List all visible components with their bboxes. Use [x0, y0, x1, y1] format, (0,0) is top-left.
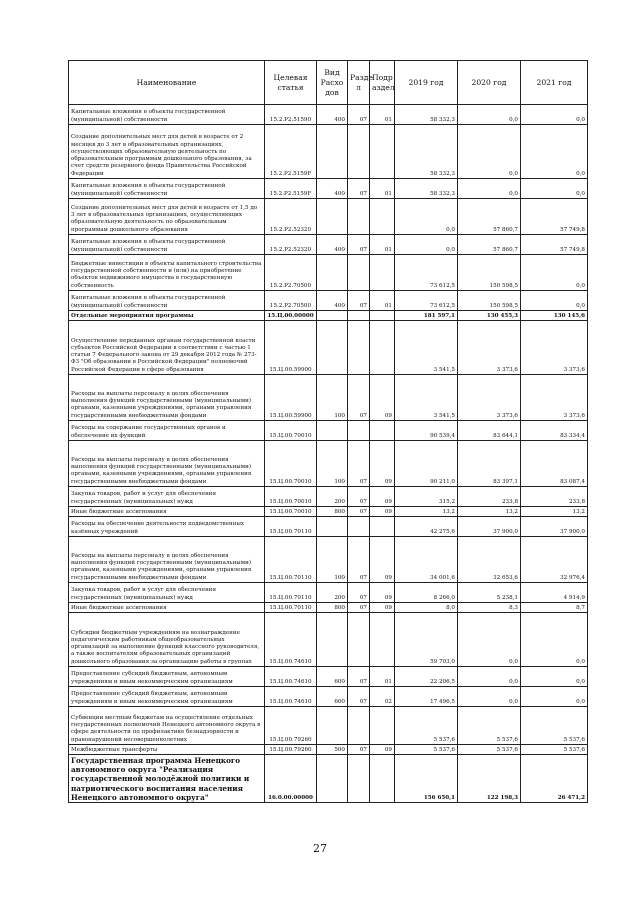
row-value-2020: 150 598,5 [458, 291, 521, 311]
table-row [69, 199, 588, 235]
row-value-2020: 37 900,0 [458, 517, 521, 537]
row-name: Осуществление переданных органам государственной власти субъектов Российской Федерации в соответствии с частью 1 статьи 7 Федерального закона от 29 декабря 2012 года № 273-ФЗ "Об образовании в Российской Федерации" полномочий Российской Федерации в сфере образования [69, 321, 265, 375]
row-value-2021: 0,0 [521, 179, 588, 199]
row-target-code: 15.Ц.00.79260 [265, 707, 317, 745]
row-target-code: 15.Ц.00.70110 [265, 537, 317, 583]
row-value-2019: 13,2 [395, 507, 458, 517]
row-podrazdel [370, 755, 395, 803]
row-value-2020: 122 198,3 [458, 755, 521, 803]
table-row [69, 179, 588, 199]
row-razdel: 07 [348, 291, 370, 311]
row-vid: 400 [317, 105, 348, 125]
row-podrazdel: 09 [370, 583, 395, 603]
row-vid: 400 [317, 235, 348, 255]
row-value-2020: 130 455,3 [458, 311, 521, 321]
table-row [69, 235, 588, 255]
row-target-code: 15.Ц.00.74610 [265, 687, 317, 707]
row-value-2019: 8,0 [395, 603, 458, 613]
row-value-2020: 83 397,1 [458, 441, 521, 487]
row-target-code: 15.Ц.00.59900 [265, 321, 317, 375]
row-value-2019: 5 537,6 [395, 745, 458, 755]
row-value-2021: 4 914,9 [521, 583, 588, 603]
row-podrazdel [370, 613, 395, 667]
row-value-2020: 3 373,6 [458, 375, 521, 421]
row-name: Закупка товаров, работ и услуг для обеспечения государственных (муниципальных) нужд [69, 487, 265, 507]
row-value-2020: 0,0 [458, 125, 521, 179]
row-target-code: 15.2.P2.70500 [265, 291, 317, 311]
row-name: Субсидии бюджетным учреждениям на вознаграждение педагогическим работникам общеобразовательных организаций за выполнение функций классного руководителя, а также воспитателям образовательных организаций дошкольного образования за организацию работы в группах [69, 613, 265, 667]
row-name: Капитальные вложения в объекты государственной (муниципальной) собственности [69, 105, 265, 125]
row-vid: 100 [317, 375, 348, 421]
row-podrazdel [370, 125, 395, 179]
row-podrazdel: 09 [370, 603, 395, 613]
row-vid: 800 [317, 507, 348, 517]
table-row [69, 687, 588, 707]
row-razdel [348, 311, 370, 321]
row-razdel: 07 [348, 441, 370, 487]
header-2020: 2020 год [458, 61, 521, 105]
row-name: Бюджетные инвестиции в объекты капитального строительства государственной собственности и (или) на приобретение объектов недвижимого имущества в государственную собственность [69, 255, 265, 291]
row-target-code: 15.2.P2.5159F [265, 125, 317, 179]
row-value-2021: 0,0 [521, 687, 588, 707]
row-value-2020: 5 238,1 [458, 583, 521, 603]
row-name: Расходы на выплаты персоналу в целях обеспечения выполнения функций государственными (муниципальными) органами, казенными учреждениями, органами управления государственными внебюджетными фондами [69, 375, 265, 421]
row-value-2021: 0,0 [521, 105, 588, 125]
row-razdel [348, 125, 370, 179]
row-razdel: 07 [348, 583, 370, 603]
row-target-code: 15.Ц.00.70110 [265, 583, 317, 603]
row-value-2019: 59 703,0 [395, 613, 458, 667]
row-value-2019: 315,2 [395, 487, 458, 507]
table-row [69, 517, 588, 537]
row-target-code: 15.2.P2.52320 [265, 199, 317, 235]
row-vid [317, 421, 348, 441]
row-target-code: 16.0.00.00000 [265, 755, 317, 803]
row-razdel: 07 [348, 235, 370, 255]
row-value-2020: 0,0 [458, 613, 521, 667]
row-value-2020: 0,0 [458, 667, 521, 687]
row-podrazdel: 01 [370, 291, 395, 311]
table-row [69, 745, 588, 755]
row-razdel: 07 [348, 507, 370, 517]
row-value-2019: 58 332,3 [395, 105, 458, 125]
row-name: Закупка товаров, работ и услуг для обеспечения государственных (муниципальных) нужд [69, 583, 265, 603]
row-vid [317, 707, 348, 745]
row-value-2019: 8 266,0 [395, 583, 458, 603]
row-target-code: 15.Ц.00.70010 [265, 441, 317, 487]
row-razdel: 07 [348, 603, 370, 613]
row-target-code: 15.Ц.00.70110 [265, 517, 317, 537]
row-razdel: 07 [348, 537, 370, 583]
row-value-2021: 57 749,8 [521, 199, 588, 235]
table-row [69, 755, 588, 803]
row-value-2020: 0,0 [458, 105, 521, 125]
row-value-2020: 32 653,6 [458, 537, 521, 583]
row-podrazdel: 09 [370, 441, 395, 487]
row-value-2019: 42 275,6 [395, 517, 458, 537]
row-podrazdel: 09 [370, 487, 395, 507]
row-razdel: 07 [348, 179, 370, 199]
row-razdel: 07 [348, 105, 370, 125]
row-name: Капитальные вложения в объекты государственной (муниципальной) собственности [69, 235, 265, 255]
row-value-2019: 17 496,5 [395, 687, 458, 707]
table-row [69, 105, 588, 125]
table-row [69, 291, 588, 311]
row-razdel: 07 [348, 667, 370, 687]
row-value-2021: 83 087,4 [521, 441, 588, 487]
row-razdel [348, 517, 370, 537]
table-row [69, 311, 588, 321]
row-razdel [348, 255, 370, 291]
table-row [69, 321, 588, 375]
row-value-2020: 3 373,6 [458, 321, 521, 375]
row-value-2021: 57 749,8 [521, 235, 588, 255]
row-podrazdel [370, 707, 395, 745]
row-vid [317, 255, 348, 291]
row-value-2019: 58 332,3 [395, 179, 458, 199]
row-razdel [348, 707, 370, 745]
row-name: Отдельные мероприятия программы [69, 311, 265, 321]
row-name: Расходы на содержание государственных органов и обеспечение их функций [69, 421, 265, 441]
header-podrazdel: Подр аздел [370, 61, 395, 105]
row-value-2020: 83 644,1 [458, 421, 521, 441]
row-name: Расходы на выплаты персоналу в целях обеспечения выполнения функций государственными (муниципальными) органами, казенными учреждениями, органами управления государственными внебюджетными фондами [69, 537, 265, 583]
row-razdel: 07 [348, 375, 370, 421]
row-value-2021: 233,8 [521, 487, 588, 507]
row-podrazdel [370, 255, 395, 291]
row-vid: 800 [317, 603, 348, 613]
header-2019: 2019 год [395, 61, 458, 105]
row-value-2021: 0,0 [521, 613, 588, 667]
row-value-2019: 22 206,5 [395, 667, 458, 687]
row-name: Предоставление субсидий бюджетным, автономным учреждениям и иным некоммерческим организациям [69, 667, 265, 687]
row-podrazdel [370, 517, 395, 537]
row-podrazdel [370, 199, 395, 235]
row-value-2021: 83 334,4 [521, 421, 588, 441]
row-value-2019: 90 211,0 [395, 441, 458, 487]
row-value-2021: 32 976,4 [521, 537, 588, 583]
row-target-code: 15.Ц.00.59900 [265, 375, 317, 421]
row-name: Расходы на обеспечение деятельности подведомственных казённых учреждений [69, 517, 265, 537]
table-row [69, 487, 588, 507]
row-value-2021: 0,0 [521, 255, 588, 291]
row-value-2019: 181 597,1 [395, 311, 458, 321]
row-value-2020: 150 598,5 [458, 255, 521, 291]
row-name: Иные бюджетные ассигнования [69, 603, 265, 613]
row-vid [317, 517, 348, 537]
row-value-2019: 73 612,5 [395, 291, 458, 311]
row-value-2021: 5 537,6 [521, 707, 588, 745]
row-target-code: 15.2.P2.5159F [265, 179, 317, 199]
row-vid: 600 [317, 667, 348, 687]
row-value-2021: 8,7 [521, 603, 588, 613]
table-row [69, 507, 588, 517]
row-podrazdel [370, 311, 395, 321]
row-razdel [348, 613, 370, 667]
row-vid [317, 613, 348, 667]
row-target-code: 15.Ц.00.79260 [265, 745, 317, 755]
row-vid [317, 311, 348, 321]
row-vid: 600 [317, 687, 348, 707]
row-name: Создание дополнительных мест для детей в возрасте от 1,5 до 3 лет в образовательных организациях, осуществляющих образовательную деятельность по образовательным программам дошкольного образования [69, 199, 265, 235]
row-value-2019: 0,0 [395, 235, 458, 255]
budget-table [68, 60, 588, 803]
row-podrazdel: 01 [370, 235, 395, 255]
table-row [69, 583, 588, 603]
row-podrazdel [370, 421, 395, 441]
row-vid: 400 [317, 291, 348, 311]
page-number: 27 [313, 842, 327, 855]
row-target-code: 15.Ц.00.70110 [265, 603, 317, 613]
row-vid: 100 [317, 441, 348, 487]
row-value-2021: 3 373,6 [521, 375, 588, 421]
row-value-2019: 73 612,5 [395, 255, 458, 291]
row-vid: 400 [317, 179, 348, 199]
row-podrazdel: 01 [370, 105, 395, 125]
row-value-2020: 233,8 [458, 487, 521, 507]
row-razdel: 07 [348, 487, 370, 507]
row-value-2021: 0,0 [521, 125, 588, 179]
table-row [69, 125, 588, 179]
row-value-2021: 26 471,2 [521, 755, 588, 803]
row-value-2019: 90 539,4 [395, 421, 458, 441]
row-name: Расходы на выплаты персоналу в целях обеспечения выполнения функций государственными (муниципальными) органами, казенными учреждениями, органами управления государственными внебюджетными фондами [69, 441, 265, 487]
row-target-code: 15.2.P2.51590 [265, 105, 317, 125]
row-value-2019: 0,0 [395, 199, 458, 235]
row-razdel [348, 321, 370, 375]
row-name: Капитальные вложения в объекты государственной (муниципальной) собственности [69, 179, 265, 199]
row-vid: 100 [317, 537, 348, 583]
row-value-2020: 57 860,7 [458, 235, 521, 255]
row-value-2021: 37 900,0 [521, 517, 588, 537]
table-row [69, 707, 588, 745]
row-value-2019: 34 001,6 [395, 537, 458, 583]
row-name: Создание дополнительных мест для детей в возрасте от 2 месяцев до 3 лет в образовательных организациях, осуществляющих образовательную деятельность по образовательным программам дошкольного образования, за счет средств резервного фонда Правительства Российской Федерации [69, 125, 265, 179]
row-value-2019: 3 541,5 [395, 375, 458, 421]
row-podrazdel: 09 [370, 745, 395, 755]
row-vid: 500 [317, 745, 348, 755]
row-target-code: 15.Ц.00.00000 [265, 311, 317, 321]
row-target-code: 15.Ц.00.74610 [265, 613, 317, 667]
header-razdel: Разде л [348, 61, 370, 105]
row-value-2020: 5 537,6 [458, 745, 521, 755]
row-podrazdel: 02 [370, 687, 395, 707]
header-vid: Вид Расхо дов [317, 61, 348, 105]
row-podrazdel: 01 [370, 179, 395, 199]
row-name: Субвенции местным бюджетам на осуществление отдельных государственных полномочий Ненецкого автономного округа в сфере деятельности по профилактике безнадзорности и правонарушений несовершеннолетних [69, 707, 265, 745]
row-vid: 200 [317, 583, 348, 603]
row-podrazdel: 01 [370, 667, 395, 687]
row-razdel [348, 421, 370, 441]
row-value-2019: 5 537,6 [395, 707, 458, 745]
table-row [69, 537, 588, 583]
row-value-2021: 5 537,6 [521, 745, 588, 755]
row-target-code: 15.Ц.00.74610 [265, 667, 317, 687]
table-row [69, 603, 588, 613]
table-body [69, 105, 588, 803]
row-value-2020: 13,2 [458, 507, 521, 517]
table-row [69, 255, 588, 291]
row-podrazdel: 09 [370, 375, 395, 421]
table-row [69, 375, 588, 421]
row-value-2021: 0,0 [521, 667, 588, 687]
row-value-2020: 8,3 [458, 603, 521, 613]
table-row [69, 421, 588, 441]
row-value-2021: 3 373,6 [521, 321, 588, 375]
row-podrazdel: 09 [370, 537, 395, 583]
row-value-2021: 130 145,6 [521, 311, 588, 321]
row-value-2020: 0,0 [458, 687, 521, 707]
document-page [68, 60, 587, 803]
row-razdel [348, 755, 370, 803]
row-razdel: 07 [348, 745, 370, 755]
row-value-2019: 156 650,1 [395, 755, 458, 803]
header-2021: 2021 год [521, 61, 588, 105]
row-name: Государственная программа Ненецкого автономного округа "Реализация государственной молодёжной политики и патриотического воспитания населения Ненецкого автономного округа" [69, 755, 265, 803]
row-vid [317, 321, 348, 375]
row-razdel: 07 [348, 687, 370, 707]
row-name: Иные бюджетные ассигнования [69, 507, 265, 517]
row-name: Межбюджетные трансферты [69, 745, 265, 755]
row-target-code: 15.2.P2.52320 [265, 235, 317, 255]
row-name: Капитальные вложения в объекты государственной (муниципальной) собственности [69, 291, 265, 311]
row-value-2020: 57 860,7 [458, 199, 521, 235]
header-name: Наименование [69, 61, 265, 105]
row-target-code: 15.Ц.00.70010 [265, 487, 317, 507]
row-razdel [348, 199, 370, 235]
row-podrazdel: 09 [370, 507, 395, 517]
table-header-row [69, 61, 588, 105]
row-podrazdel [370, 321, 395, 375]
row-vid [317, 755, 348, 803]
row-target-code: 15.Ц.00.70010 [265, 421, 317, 441]
row-value-2021: 0,0 [521, 291, 588, 311]
table-row [69, 441, 588, 487]
row-vid: 200 [317, 487, 348, 507]
row-target-code: 15.2.P2.70500 [265, 255, 317, 291]
row-target-code: 15.Ц.00.70010 [265, 507, 317, 517]
header-target: Целевая статья [265, 61, 317, 105]
table-row [69, 613, 588, 667]
row-vid [317, 199, 348, 235]
row-value-2020: 0,0 [458, 179, 521, 199]
row-value-2020: 5 537,6 [458, 707, 521, 745]
row-value-2019: 3 541,5 [395, 321, 458, 375]
row-value-2021: 13,2 [521, 507, 588, 517]
row-name: Предоставление субсидий бюджетным, автономным учреждениям и иным некоммерческим организациям [69, 687, 265, 707]
row-value-2019: 58 332,3 [395, 125, 458, 179]
table-row [69, 667, 588, 687]
row-vid [317, 125, 348, 179]
